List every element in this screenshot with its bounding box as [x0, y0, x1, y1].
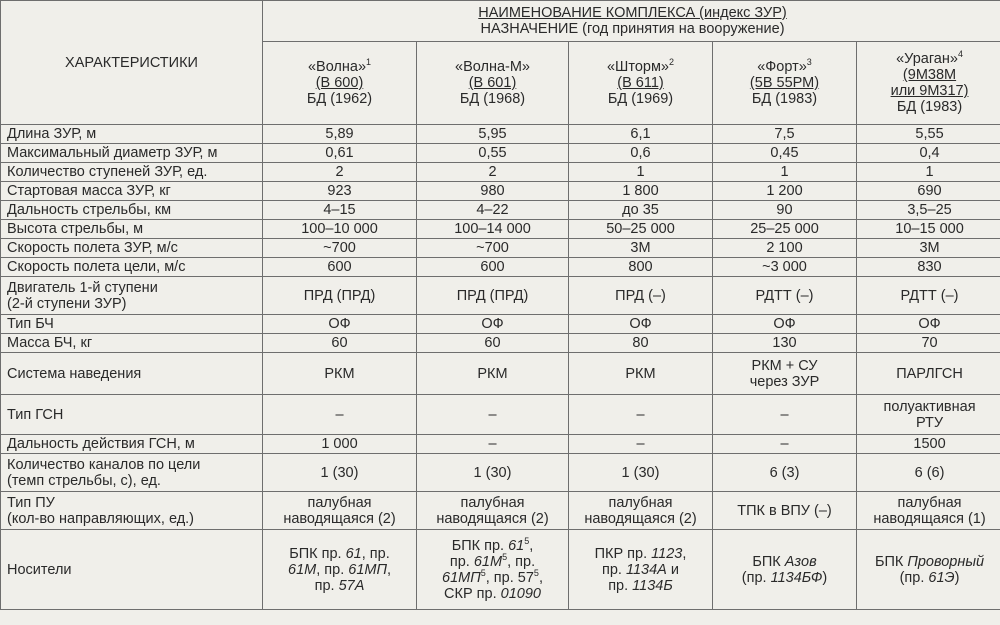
table-row: Стартовая масса ЗУР, кг 923 980 1 800 1 200 690: [1, 182, 1000, 201]
system-shtorm: «Шторм»$^2$ (В 611) БД (1969): [569, 42, 713, 125]
table-row: Масса БЧ, кг 60 60 80 130 70: [1, 334, 1000, 353]
table-row: Тип ПУ (кол-во направляющих, ед.) палубная наводящаяся (2) палубная наводящаяся (2) палубная наводящаяся (2) ТПК в ВПУ (–) палубная наводящаяся (1): [1, 492, 1000, 530]
system-uragan: «Ураган»$^4$ (9М38М или 9М317) БД (1983): [857, 42, 1000, 125]
guidance-fort: РКМ + СУ через ЗУР: [713, 353, 857, 395]
table-row: Скорость полета ЗУР, м/с ~700 ~700 3М 2 100 3М: [1, 239, 1000, 258]
table-row: Тип БЧ ОФ ОФ ОФ ОФ ОФ: [1, 315, 1000, 334]
table-row: Длина ЗУР, м 5,89 5,95 6,1 7,5 5,55: [1, 125, 1000, 144]
launcher-label: Тип ПУ (кол-во направляющих, ед.): [1, 492, 263, 530]
table-row: Дальность действия ГСН, м 1 000 – – – 1500: [1, 435, 1000, 454]
table-row: Система наведения РКМ РКМ РКМ РКМ + СУ через ЗУР ПАРЛГСН: [1, 353, 1000, 395]
channels-label: Количество каналов по цели (темп стрельбы, с), ед.: [1, 454, 263, 492]
carriers-shtorm: ПКР пр. 1123, пр. 1134А и пр. 1134Б: [569, 530, 713, 610]
purpose-title: НАЗНАЧЕНИЕ (год принятия на вооружение): [480, 21, 785, 37]
system-fort: «Форт»$^3$ (5В 55РМ) БД (1983): [713, 42, 857, 125]
table-row: Дальность стрельбы, км 4–15 4–22 до 35 90 3,5–25: [1, 201, 1000, 220]
table-row: Двигатель 1-й ступени (2-й ступени ЗУР) ПРД (ПРД) ПРД (ПРД) ПРД (–) РДТТ (–) РДТТ (–): [1, 277, 1000, 315]
table-row: Тип ГСН – – – – полуактивная РТУ: [1, 395, 1000, 435]
carriers-volna: БПК пр. 61, пр. 61М, пр. 61МП, пр. 57А: [263, 530, 417, 610]
table-row: Носители БПК пр. 61, пр. 61М, пр. 61МП, пр. 57А БПК пр. $61^5$, пр. $61М^5$, пр. $61МП^5$, пр. $57^5$, СКР пр. 01090 ПКР пр. 1123, пр. 1134А и пр. 1134Б БПК Азов (пр. 1134БФ) БПК Проворный (пр. 61Э): [1, 530, 1000, 610]
complex-title: НАИМЕНОВАНИЕ КОМПЛЕКСА (индекс ЗУР): [478, 5, 787, 21]
complex-header: [263, 1, 1000, 42]
table-row: Высота стрельбы, м 100–10 000 100–14 000 50–25 000 25–25 000 10–15 000: [1, 220, 1000, 239]
carriers-fort: БПК Азов (пр. 1134БФ): [713, 530, 857, 610]
engine-label: Двигатель 1-й ступени (2-й ступени ЗУР): [1, 277, 263, 315]
system-volna-m: «Волна-М» (В 601) БД (1968): [417, 42, 569, 125]
characteristics-header: ХАРАКТЕРИСТИКИ: [1, 1, 263, 125]
carriers-volna-m: БПК пр. $61^5$, пр. $61М^5$, пр. $61МП^5$, пр. $57^5$, СКР пр. 01090: [417, 530, 569, 610]
table-row: Количество каналов по цели (темп стрельбы, с), ед. 1 (30) 1 (30) 1 (30) 6 (3) 6 (6): [1, 454, 1000, 492]
table-row: Количество ступеней ЗУР, ед. 2 2 1 1 1: [1, 163, 1000, 182]
table-row: Скорость полета цели, м/с 600 600 800 ~3 000 830: [1, 258, 1000, 277]
table-row: Максимальный диаметр ЗУР, м 0,61 0,55 0,6 0,45 0,4: [1, 144, 1000, 163]
seeker-uragan: полуактивная РТУ: [857, 395, 1000, 435]
system-volna: «Волна»$^1$ (В 600) БД (1962): [263, 42, 417, 125]
carriers-uragan: БПК Проворный (пр. 61Э): [857, 530, 1000, 610]
